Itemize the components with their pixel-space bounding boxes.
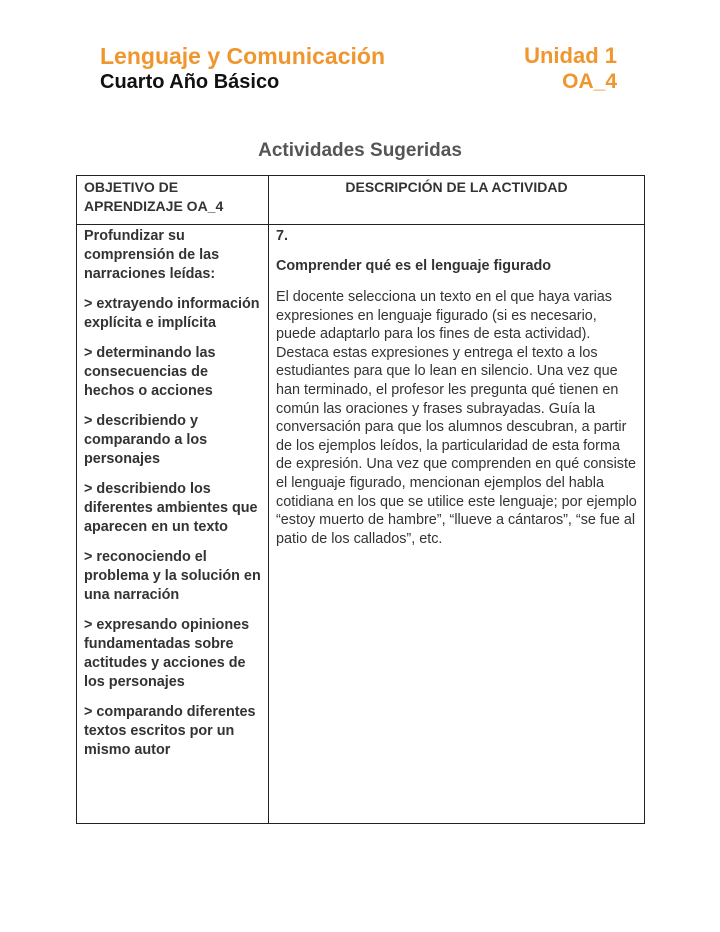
objective-intro: Profundizar su comprensión de las narraciones leídas: <box>84 228 220 282</box>
description-column-header: DESCRIPCIÓN DE LA ACTIVIDAD <box>269 176 645 225</box>
oa-code-label: OA_4 <box>562 70 617 93</box>
objective-item: > describiendo los diferentes ambientes que aparecen en un texto <box>84 481 258 535</box>
description-cell <box>269 225 645 824</box>
section-title: Actividades Sugeridas <box>258 140 462 161</box>
activity-number: 7. <box>276 228 289 244</box>
objective-cell <box>77 225 269 824</box>
document-header-right <box>524 42 617 94</box>
table-row <box>77 225 645 824</box>
activity-title: Comprender qué es el lenguaje figurado <box>276 258 552 274</box>
table-header-row <box>77 176 645 225</box>
objective-item: > extrayendo información explícita e implícita <box>84 296 260 331</box>
objective-item: > expresando opiniones fundamentadas sobre actitudes y acciones de los personajes <box>84 617 250 690</box>
objective-column-header: OBJETIVO DE APRENDIZAJE OA_4 <box>77 176 269 225</box>
objective-item: > describiendo y comparando a los personajes <box>84 413 208 467</box>
activity-description: El docente selecciona un texto en el que haya varias expresiones en lenguaje figurado (si es necesario, puede adaptarlo para los fines de esta actividad). Destaca estas expresiones y entrega el texto a los estudiantes para que lo lean en silencio. Una vez que han terminado, el profesor les pregunta qué tienen en común las oraciones y frases subrayadas. Guía la conversación para que los alumnos descubran, a partir de los ejemplos leídos, la particularidad de esta forma de expresión. Una vez que comprenden en qué consiste el lenguaje figurado, mencionan ejemplos del habla cotidiana en los que se utilice este lenguaje; por ejemplo “estoy muerto de hambre”, “llueve a cántaros”, “se fue al patio de los callados”, etc. <box>276 289 637 547</box>
activity-table <box>76 175 645 824</box>
document-header-left <box>100 42 385 94</box>
objective-item: > comparando diferentes textos escritos por un mismo autor <box>84 704 256 758</box>
unit-label: Unidad 1 <box>524 43 617 68</box>
subject-title: Lenguaje y Comunicación <box>100 43 385 69</box>
objective-item: > determinando las consecuencias de hechos o acciones <box>84 345 216 399</box>
grade-subtitle: Cuarto Año Básico <box>100 71 280 93</box>
objective-item: > reconociendo el problema y la solución en una narración <box>84 549 261 603</box>
